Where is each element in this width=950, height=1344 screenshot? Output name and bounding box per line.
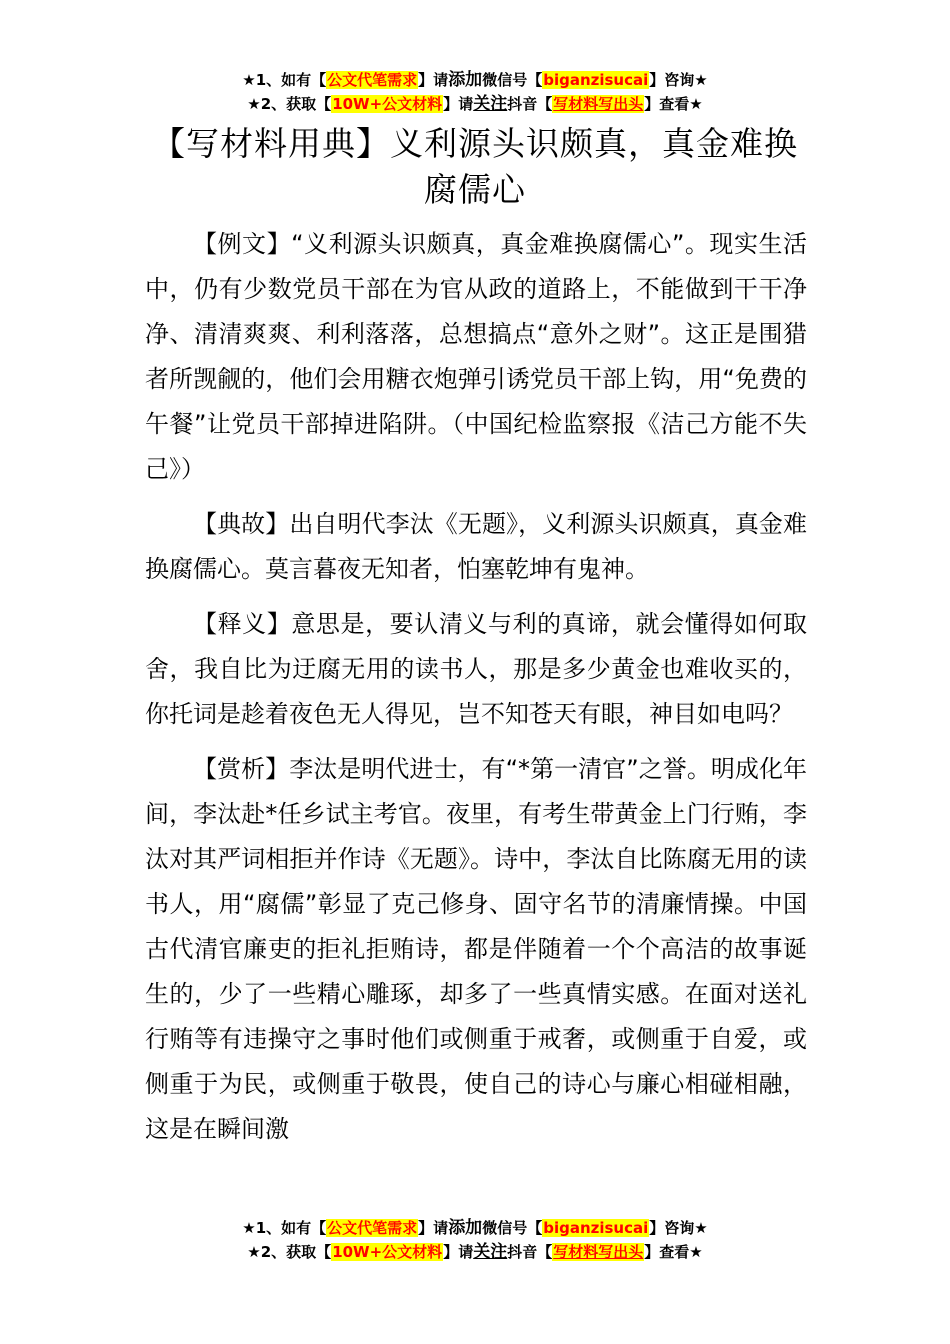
banner-highlight-service: 公文代笔需求	[327, 71, 418, 89]
banner-line-2	[0, 1240, 950, 1264]
banner-highlight-account: 写材料写出头	[553, 95, 644, 113]
banner-text: 】咨询★	[649, 1219, 708, 1237]
banner-line-2	[0, 92, 950, 116]
banner-text: 抖音【	[507, 95, 553, 113]
banner-text: 】咨询★	[649, 71, 708, 89]
banner-text: 】请	[443, 95, 474, 113]
banner-text-emphasis: 关注	[473, 1242, 508, 1262]
banner-text: 】查看★	[644, 95, 703, 113]
banner-text: ★1、如有【	[242, 71, 327, 89]
banner-line-1	[0, 68, 950, 92]
paragraph-label: 【例文】	[193, 230, 292, 258]
banner-text: ★1、如有【	[242, 1219, 327, 1237]
banner-highlight-account: 写材料写出头	[553, 1243, 644, 1261]
banner-text: 微信号【	[482, 1219, 543, 1237]
banner-line-1	[0, 1216, 950, 1240]
paragraph-text: 出自明代李汰《无题》，义利源头识颇真，真金难换腐儒心。莫言暮夜无知者，怕塞乾坤有鬼神。	[145, 510, 808, 583]
banner-text-emphasis: 添加	[448, 1218, 483, 1238]
document-body	[145, 222, 807, 1162]
banner-text: 】请	[418, 71, 449, 89]
banner-text-emphasis: 关注	[473, 94, 508, 114]
footer-banner	[0, 1216, 950, 1264]
paragraph-text: “义利源头识颇真，真金难换腐儒心”。现实生活中，仍有少数党员干部在为官从政的道路上，不能做到干干净净、清清爽爽、利利落落，总想搞点“意外之财”。这正是围猎者所觊觎的，他们会用糖衣炮弹引诱党员干部上钩，用“免费的午餐”让党员干部掉进陷阱。（中国纪检监察报《洁己方能不失己》）	[145, 230, 808, 483]
banner-highlight-service: 公文代笔需求	[327, 1219, 418, 1237]
paragraph-label: 【典故】	[193, 510, 290, 538]
banner-text: 微信号【	[482, 71, 543, 89]
document-title: 【写材料用典】义利源头识颇真，真金难换腐儒心	[152, 124, 798, 209]
paragraph-allusion	[145, 502, 807, 592]
paragraph-label: 【释义】	[193, 610, 292, 638]
header-banner	[0, 68, 950, 116]
banner-highlight-materials: 10W+公文材料	[332, 1243, 443, 1261]
paragraph-meaning	[145, 602, 807, 737]
paragraph-text: 意思是，要认清义与利的真谛，就会懂得如何取舍，我自比为迂腐无用的读书人，那是多少黄金也难收买的，你托词是趁着夜色无人得见，岂不知苍天有眼，神目如电吗？	[145, 610, 808, 728]
paragraph-text: 李汰是明代进士，有“*第一清官”之誉。明成化年间，李汰赴*任乡试主考官。夜里，有考生带黄金上门行贿，李汰对其严词相拒并作诗《无题》。诗中，李汰自比陈腐无用的读书人，用“腐儒”彰显了克己修身、固守名节的清廉情操。中国古代清官廉吏的拒礼拒贿诗，都是伴随着一个个高洁的故事诞生的，少了一些精心雕琢，却多了一些真情实感。在面对送礼行贿等有违操守之事时他们或侧重于戒奢，或侧重于自爱，或侧重于为民，或侧重于敬畏，使自己的诗心与廉心相碰相融，这是在瞬间激	[145, 755, 807, 1143]
banner-text-emphasis: 添加	[448, 70, 483, 90]
paragraph-example	[145, 222, 807, 492]
banner-text: ★2、获取【	[247, 1243, 332, 1261]
banner-highlight-wechat-id: biganzisucai	[543, 71, 649, 89]
banner-text: ★2、获取【	[247, 95, 332, 113]
banner-text: 】请	[418, 1219, 449, 1237]
banner-text: 抖音【	[507, 1243, 553, 1261]
banner-text: 】请	[443, 1243, 474, 1261]
banner-text: 】查看★	[644, 1243, 703, 1261]
banner-highlight-wechat-id: biganzisucai	[543, 1219, 649, 1237]
paragraph-appreciation	[145, 747, 807, 1152]
banner-highlight-materials: 10W+公文材料	[332, 95, 443, 113]
paragraph-label: 【赏析】	[193, 755, 290, 783]
